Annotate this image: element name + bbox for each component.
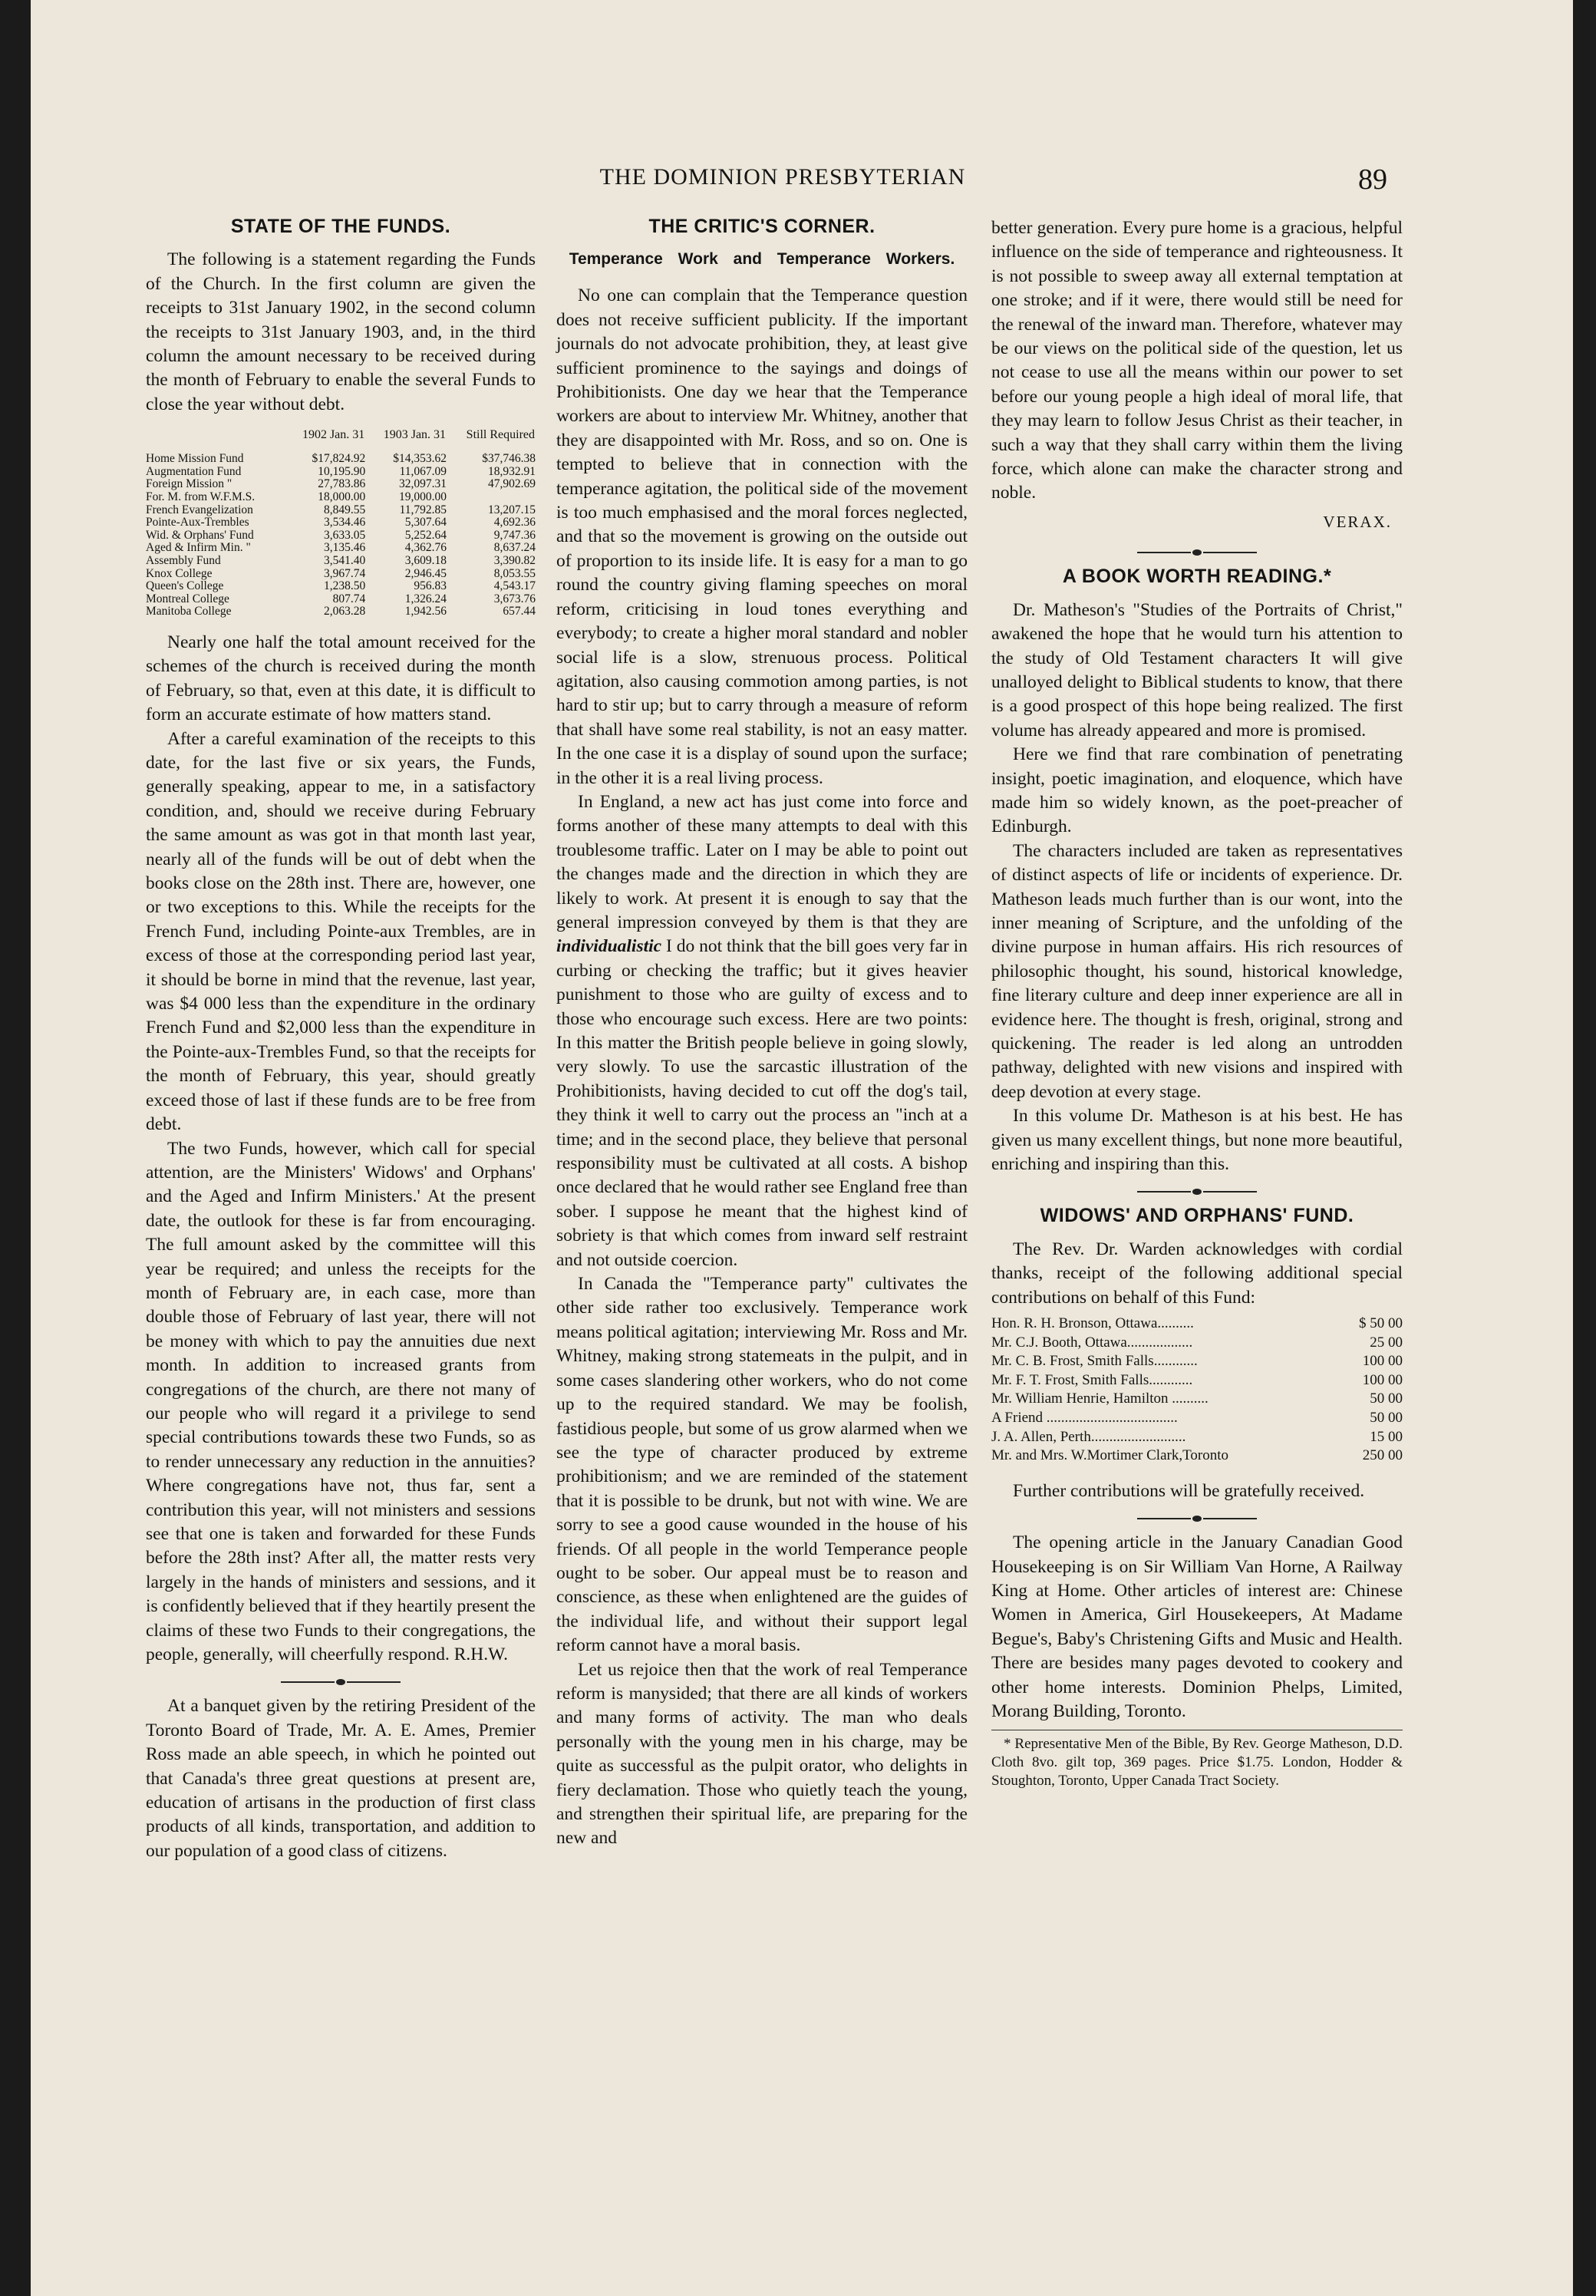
funds-row-1903: 5,252.64 <box>404 528 447 542</box>
book-para-1: Dr. Matheson's "Studies of the Portraits of Christ," awakened the hope that he would turn his attention to the study of Old Testament characters It will give unalloyed delight to Biblical students to know, that there is a good prospect of this hope being realized. The first volume has already appeared and more is promised. <box>991 599 1403 741</box>
funds-row-name: Montreal College <box>146 592 229 605</box>
table-row <box>991 1371 1403 1390</box>
funds-row-1903: 1,942.56 <box>404 605 447 619</box>
table-row <box>991 1352 1403 1371</box>
book-para-3: The characters included are taken as representatives of distinct aspects of life or incidents of experience. Dr. Matheson leads much further than is our wont, into the inner meaning of Scripture, and the unfolding of the divine purpose in human affairs. His rich resources of philosophic thought, his sound, historical knowledge, fine literary culture and deep inner experience are all in evidence here. The thought is fresh, original, strong and quickening. The reader is led along an untrodden pathway, delighted with new visions and inspired with deep devotion at every stage. <box>991 840 1403 1102</box>
funds-row-required: 8,637.24 <box>493 541 536 555</box>
funds-row-1903: 2,946.45 <box>404 566 447 580</box>
contributor-name: Mr. C.J. Booth, Ottawa.................. <box>991 1334 1193 1351</box>
critic-para-3: In Canada the "Temperance party" cultivates the other side rather too exclusively. Temperance work means political agitation; interviewing Mr. Ross and Mr. Whitney, making strong statemeats in the pulpit, and in some cases slandering other workers, who do not come up to the required standard. We may be foolish, fastidious people, but some of us grow alarmed when we see the type of character produced by extreme prohibitionism; and we are reminded of the statement that it is possible to be drunk, but not with wine. We are sorry to see a good cause wounded in the house of his friends. Of all people in the world Temperance people ought to be sober. Our appeal must be to reason and conscience, as these when enlightened are the guides of the individual life, and without their support legal reform cannot have a moral basis. <box>556 1274 968 1656</box>
funds-para-1: Nearly one half the total amount received for the schemes of the church is received during the month of February, so that, even at this date, it is difficult to form an accurate estimate of how matters stand. <box>146 632 536 725</box>
contributor-name: Hon. R. H. Bronson, Ottawa.......... <box>991 1315 1194 1332</box>
funds-row-1902: 10,195.90 <box>318 464 366 478</box>
funds-row-1902: 3,633.05 <box>324 528 366 542</box>
housekeeping-paragraph: The opening article in the January Canadian Good Housekeeping is on Sir William Van Horne, A Railway King at Home. Other articles of interest are: Chinese Women in America, Girl Housekeepers, At Madame Begue's, Baby's Christening Gifts and Music and Health. There are besides many pages devoted to cookery and other home interests. Dominion Phelps, Limited, Morang Building, Toronto. <box>991 1532 1403 1722</box>
book-footnote: * Representative Men of the Bible, By Rev. George Matheson, D.D. Cloth 8vo. gilt top, 369 pages. Price $1.75. London, Hodder & Stoughton, Toronto, Upper Canada Tract Society. <box>991 1730 1403 1790</box>
funds-row-required: 18,932.91 <box>488 464 536 478</box>
funds-row-required: 4,543.17 <box>493 579 536 593</box>
contributor-name: Mr. William Henrie, Hamilton .......... <box>991 1390 1209 1407</box>
contributions-table <box>991 1315 1403 1466</box>
funds-row-1902: 1,238.50 <box>324 579 366 593</box>
critic-para-4: Let us rejoice then that the work of real Temperance reform is manysided; that there are all kinds of workers and many forms of activity. The man who deals personally with the young men in his charge, may be quite as successful as the pulpit orator, who delights in fiery declamation. Those who quietly teach the young, and strengthen their spiritual life, are preparing for the new and <box>556 1659 968 1849</box>
funds-row-required: 3,390.82 <box>493 554 536 567</box>
separator-ornament <box>991 543 1403 559</box>
funds-table-header <box>146 427 536 453</box>
widows-heading: WIDOWS' AND ORPHANS' FUND. <box>1040 1205 1354 1227</box>
table-row <box>991 1409 1403 1428</box>
contribution-amount: 25 00 <box>1370 1334 1403 1351</box>
funds-row-required: 4,692.36 <box>493 516 536 529</box>
funds-row-1902: 27,783.86 <box>318 477 366 491</box>
funds-row-name: Queen's College <box>146 579 224 593</box>
widows-intro: The Rev. Dr. Warden acknowledges with cordial thanks, receipt of the following additional special contributions on behalf of this Fund: <box>991 1239 1403 1308</box>
contribution-amount: 250 00 <box>1362 1447 1403 1464</box>
table-row <box>146 478 536 491</box>
funds-intro: The following is a statement regarding the Funds of the Church. In the first column are given the receipts to 31st January 1902, in the second column the receipts to 31st January 1903, and, in the third column the amount necessary to be received during the month of February to enable the several Funds to close the year without debt. <box>146 249 536 414</box>
column-2 <box>556 215 968 1851</box>
funds-row-1903: 32,097.31 <box>399 477 447 491</box>
table-row <box>146 555 536 568</box>
funds-col-1903: 1903 Jan. 31 <box>383 428 447 442</box>
funds-row-required <box>447 491 536 504</box>
table-row <box>991 1428 1403 1447</box>
funds-row-1902: 8,849.55 <box>324 503 366 516</box>
funds-row-name: Pointe-Aux-Trembles <box>146 516 249 529</box>
funds-row-1902: $17,824.92 <box>312 452 366 466</box>
funds-row-required: 13,207.15 <box>488 503 536 516</box>
banquet-paragraph: At a banquet given by the retiring President of the Toronto Board of Trade, Mr. A. E. Ames, Premier Ross made an able speech, in which he pointed out that Canada's three great questions at present are, education of artisans in the production of first class products of all kinds, transportation, and addition to our population of a good class of citizens. <box>146 1696 536 1861</box>
contributor-name: J. A. Allen, Perth.......................... <box>991 1428 1186 1445</box>
funds-row-required: 3,673.76 <box>493 592 536 605</box>
book-para-4: In this volume Dr. Matheson is at his best. He has given us many excellent things, but none more beautiful, enriching and inspiring than this. <box>991 1106 1403 1175</box>
critic-para-5: better generation. Every pure home is a gracious, helpful influence on the side of temperance and righteousness. It is not possible to sweep away all external temptation at one stroke; and if it were, there would still be need for the renewal of the inward man. Therefore, whatever may be our views on the political side of the question, let us not cease to use all the means within our power to set before our young people a high ideal of moral life, that they may learn to follow Jesus Christ as their teacher, in such a way that they shall carry within them the living force, which alone can make the character strong and noble. <box>991 218 1403 503</box>
funds-row-name: Wid. & Orphans' Fund <box>146 528 254 542</box>
funds-row-required: $37,746.38 <box>482 452 536 466</box>
column-1 <box>146 215 536 1863</box>
funds-row-name: Knox College <box>146 566 213 580</box>
funds-signature: R.H.W. <box>453 1644 509 1665</box>
funds-row-1903: 3,609.18 <box>404 554 447 567</box>
funds-row-1903: 1,326.24 <box>404 592 447 605</box>
table-row <box>146 568 536 581</box>
critic-signature: VERAX. <box>1323 512 1392 531</box>
funds-row-1903: 11,792.85 <box>399 503 447 516</box>
separator-ornament <box>146 1673 536 1688</box>
funds-row-name: French Evangelization <box>146 503 253 516</box>
column-3 <box>991 216 1403 1790</box>
table-row <box>146 466 536 479</box>
funds-row-1902: 2,063.28 <box>324 605 366 619</box>
separator-ornament <box>991 1509 1403 1525</box>
table-row <box>146 453 536 466</box>
funds-row-name: Assembly Fund <box>146 554 221 567</box>
funds-row-1903: 11,067.09 <box>399 464 447 478</box>
funds-row-name: Foreign Mission " <box>146 477 232 491</box>
page-header-title: THE DOMINION PRESBYTERIAN <box>599 164 966 190</box>
table-row <box>146 593 536 606</box>
table-row <box>991 1315 1403 1334</box>
table-row <box>991 1390 1403 1409</box>
contribution-amount: 100 00 <box>1362 1371 1403 1388</box>
table-row <box>146 542 536 555</box>
contribution-amount: $ 50 00 <box>1359 1315 1403 1332</box>
funds-row-1903: 19,000.00 <box>399 490 447 504</box>
critic-subheading: Temperance Work and Temperance Workers. <box>569 250 955 269</box>
contributor-name: Mr. C. B. Frost, Smith Falls............ <box>991 1353 1198 1370</box>
critic-para-2: In England, a new act has just come into force and forms another of these many attempts to deal with this troublesome traffic. Later on I may be able to point out the changes made and the direction in which they are likely to work. At present it is enough to say that the general impression conveyed by them is that they are individualistic I do not think that the bill goes very far in curbing or checking the traffic; but it gives heavier punishment to those who are guilty of excess and to those who encourage such excess. Here are two points: In this matter the British people believe in going slowly, very slowly. To use the sarcastic illustration of the Prohibitionists, having decided to cut off the dog's tail, they think it well to carry out the process an "inch at a time; and in the second place, they believe that personal responsibility must be cultivated at all costs. A bishop once declared that he would rather see England free than sober. I suppose he meant that the highest kind of sobriety is that which comes from inward self restraint and not outside coercion. <box>556 791 968 1270</box>
funds-para-3: The two Funds, however, which call for special attention, are the Ministers' Widows' and Orphans' and the Aged and Infirm Ministers.' At the present date, the outlook for these is far from encouraging. The full amount asked by the committee will this year be required; and unless the receipts for the month of February are, in each case, more than double those of February of last year, there will not be money with which to pay the annuities due next month. In addition to increased grants from congregations of the church, are there not many of our people who will regard it a privilege to send special contributions towards these two Funds, so as to render unnecessary any reduction in the annuities? Where congregations have not, thus far, sent a contribution this year, will not ministers and sessions see that one is taken and forwarded for these Funds before the 28th inst? After all, the matter rests very largely in the hands of ministers and sessions, and it is confidently believed that if they heartily present the claims of these two Funds to their congregations, the people, generally, will cheerfully respond. R.H.W. <box>146 1138 536 1665</box>
funds-heading: STATE OF THE FUNDS. <box>230 216 451 237</box>
funds-row-1902: 3,534.46 <box>324 516 366 529</box>
book-heading: A BOOK WORTH READING.* <box>1062 566 1332 588</box>
table-row <box>146 491 536 504</box>
funds-row-name: Home Mission Fund <box>146 452 244 466</box>
table-row <box>146 516 536 529</box>
table-row <box>991 1447 1403 1466</box>
critic-heading: THE CRITIC'S CORNER. <box>648 216 875 237</box>
book-para-2: Here we find that rare combination of penetrating insight, poetic imagination, and eloquence, which have made him so widely known, as the poet-preacher of Edinburgh. <box>991 744 1403 837</box>
funds-row-1903: 4,362.76 <box>404 541 447 555</box>
funds-row-1902: 3,541.40 <box>324 554 366 567</box>
table-row <box>991 1334 1403 1353</box>
funds-row-name: Augmentation Fund <box>146 464 242 478</box>
funds-row-required: 47,902.69 <box>488 477 536 491</box>
separator-ornament <box>991 1183 1403 1198</box>
funds-row-1902: 18,000.00 <box>318 490 366 504</box>
funds-row-required: 657.44 <box>503 605 536 619</box>
funds-row-1903: $14,353.62 <box>393 452 447 466</box>
contribution-amount: 100 00 <box>1362 1353 1403 1370</box>
widows-closing: Further contributions will be gratefully received. <box>1013 1480 1365 1501</box>
critic-para-1: No one can complain that the Temperance question does not receive sufficient publicity. If the important journals do not advocate prohibition, they, at least give sufficient prominence to the sayings and doings of Prohibitionists. One day we hear that the Temperance workers are about to interview Mr. Whitney, another that they are disappointed with Mr. Ross, and so on. One is tempted to believe that in connection with the temperance agitation, the political side of the movement is too much emphasised and the moral forces neglected, and that so the movement is growing on the outside out of proportion to its inside life. It is easy for a man to go round the country giving flaming speeches on moral reform, criticising in loud tones everything and everybody; to create a higher moral standard and nobler social life is a slow, strenuous process. Political agitation, also causing commotion among parties, is not hard to stir up; but to carry through a measure of reform that shall have some real stability, is not an easy matter. In the one case it is a display of sound upon the surface; in the other it is a real living process. <box>556 285 968 788</box>
funds-row-1902: 807.74 <box>332 592 366 605</box>
contribution-amount: 15 00 <box>1370 1428 1403 1445</box>
contribution-amount: 50 00 <box>1370 1410 1403 1427</box>
funds-col-1902: 1902 Jan. 31 <box>302 428 365 442</box>
funds-row-required: 8,053.55 <box>493 566 536 580</box>
table-row <box>146 580 536 593</box>
funds-row-required: 9,747.36 <box>493 528 536 542</box>
funds-row-name: Aged & Infirm Min. " <box>146 541 251 555</box>
funds-col-required: Still Required <box>466 428 535 442</box>
contribution-amount: 50 00 <box>1370 1390 1403 1407</box>
table-row <box>146 529 536 543</box>
table-row <box>146 605 536 619</box>
page-number: 89 <box>1358 163 1387 196</box>
funds-row-name: Manitoba College <box>146 605 232 619</box>
contributor-name: A Friend .................................... <box>991 1410 1178 1427</box>
funds-row-1902: 3,135.46 <box>324 541 366 555</box>
funds-para-2: After a careful examination of the receipts to this date, for the last five or six years, the Funds, generally speaking, appear to me, in a satisfactory condition, and, should we receive during February the same amount as was got in that month last year, nearly all of the funds will be out of debt when the books close on the 28th inst. There are, however, one or two exceptions to this. While the receipts for the French Fund, including Pointe-aux Trembles, are in excess of those at the corresponding period last year, it should be borne in mind that the revenue, last year, was $4 000 less than the expenditure in the ordinary French Fund and $2,000 less than the expenditure in the Pointe-aux-Trembles Fund, so that the receipts for the month of February, this year, should greatly exceed those of last if these funds are to be free from debt. <box>146 728 536 1135</box>
funds-table <box>146 427 536 619</box>
funds-row-name: For. M. from W.F.M.S. <box>146 490 256 504</box>
contributor-name: Mr. and Mrs. W.Mortimer Clark,Toronto <box>991 1447 1228 1464</box>
contributor-name: Mr. F. T. Frost, Smith Falls............ <box>991 1371 1193 1388</box>
critic-emphasis: individualistic <box>556 936 662 957</box>
funds-row-1902: 3,967.74 <box>324 566 366 580</box>
table-row <box>146 504 536 517</box>
funds-row-1903: 956.83 <box>414 579 447 593</box>
funds-row-1903: 5,307.64 <box>404 516 447 529</box>
